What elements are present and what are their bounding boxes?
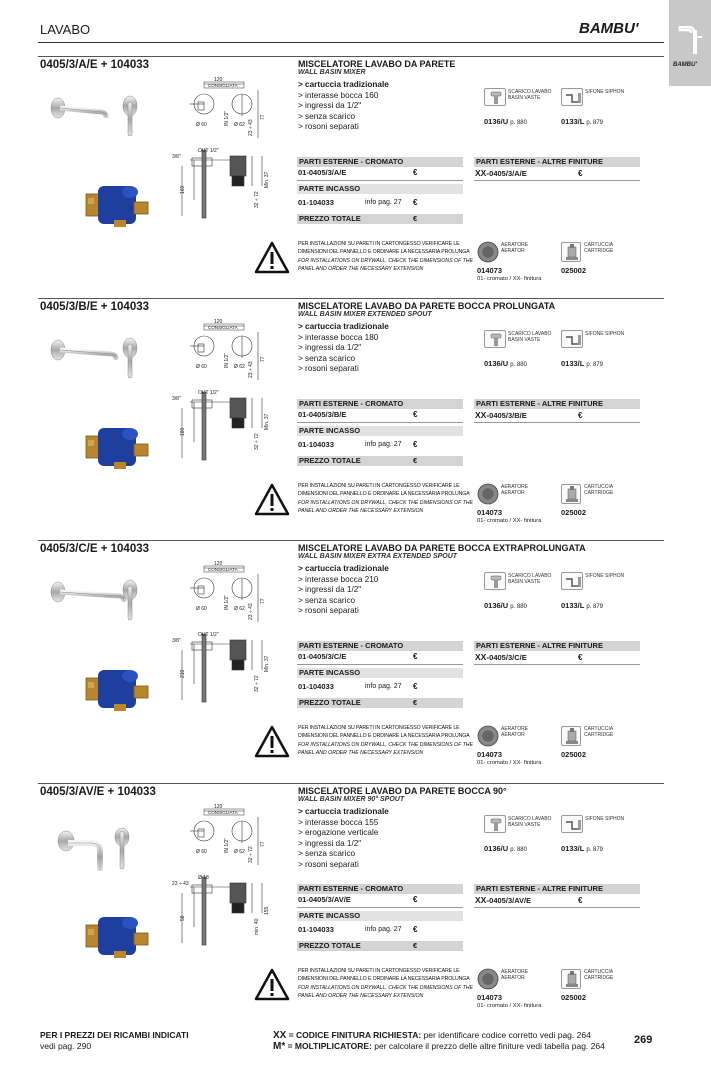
feature-item: > interasse bocca 160 (298, 90, 379, 100)
drain-page: p. 880 (510, 604, 527, 610)
feature-item: > cartuccia tradizionale (298, 807, 389, 816)
footer-legend (273, 1030, 605, 1052)
product-code: 0405/3/C/E + 104033 (40, 543, 150, 555)
faucet-photo (44, 328, 144, 388)
dim-r4: 155 (264, 906, 270, 915)
feature-item: > senza scarico (298, 595, 356, 605)
drain-label: SCARICO LAVABO BASIN VASTE (508, 331, 552, 343)
dim-height: 160 (180, 185, 186, 194)
dim-in: IN 1/2" (224, 594, 230, 610)
dim-r3: min. 40 (254, 918, 260, 935)
faucet-photo (44, 823, 144, 883)
feature-item: > cartuccia tradizionale (298, 564, 389, 573)
footer-xx-line (273, 1030, 605, 1041)
other-code-value: 0405/3/C/E (489, 653, 527, 662)
dim-d1: Ø 60 (196, 364, 207, 370)
total-price-bar (297, 698, 463, 708)
feature-item: > interasse bocca 180 (298, 332, 379, 342)
concealed-valve-photo (84, 913, 156, 959)
aerator-code: 014073 (477, 266, 503, 275)
inset-header: PARTE INCASSO (297, 911, 463, 921)
dim-top: 120 (214, 561, 223, 567)
row-divider (297, 907, 463, 908)
feature-item: > interasse bocca 210 (298, 574, 379, 584)
inset-info: info pag. 27 (365, 683, 402, 690)
dim-r2: 77 (260, 356, 266, 362)
inset-price: € (413, 198, 418, 207)
dim-r2: 77 (260, 598, 266, 604)
cartridge-label: CARTUCCIA CARTRIDGE (584, 726, 614, 738)
total-price: € (413, 214, 418, 223)
feature-list (298, 807, 389, 871)
dim-r3: 32 ÷ 72 (254, 191, 260, 208)
other-finishes-header: PARTI ESTERNE - ALTRE FINITURE (474, 399, 640, 409)
dim-in: IN 1/2" (224, 837, 230, 853)
footer-m-text: = MOLTIPLICATORE: (285, 1041, 372, 1051)
siphon-icon (561, 330, 583, 348)
feature-item: > rosoni separati (298, 606, 359, 616)
dim-pipe: 3/8" (172, 154, 181, 160)
cartridge-code: 025002 (561, 266, 587, 275)
drain-code-value: 0136/U (484, 359, 509, 368)
dim-top: 120 (214, 804, 223, 810)
dim-r1: 23 ÷ 43 (248, 603, 254, 620)
row-divider (474, 422, 640, 423)
aerator-icon (477, 968, 499, 990)
dim-d1: Ø 60 (196, 606, 207, 612)
drain-page: p. 880 (510, 847, 527, 853)
warning-it: PER INSTALLAZIONI SU PARETI IN CARTONGESSO VERIFICARE LE DIMENSIONI DEL PANNELLO E ORDINARE LA NECESSARIA PROLUNGA (298, 241, 470, 256)
feature-item: > ingressi da 1/2" (298, 585, 362, 595)
dim-top-label: CONSIGLIATA (208, 567, 238, 572)
feature-item: > rosoni separati (298, 122, 359, 132)
dim-r1: 23 ÷ 43 (248, 361, 254, 378)
aerator-label: AERATORE AERATOR (501, 969, 529, 981)
feature-list (298, 322, 389, 375)
dim-height: 210 (180, 669, 186, 678)
warning-icon (254, 241, 290, 275)
product-title: MISCELATORE LAVABO DA PARETE BOCCA EXTRAPROLUNGATA (298, 543, 586, 553)
siphon-code (561, 117, 603, 126)
other-finishes-price: € (578, 411, 583, 420)
warning-icon (254, 968, 290, 1002)
dim-out: Ø 18 (198, 875, 209, 881)
chrome-header: PARTI ESTERNE - CROMATO (297, 641, 463, 651)
drain-label: SCARICO LAVABO BASIN VASTE (508, 816, 552, 828)
row-divider (297, 180, 463, 181)
footer-m-key: M* (273, 1041, 286, 1052)
siphon-icon (561, 815, 583, 833)
inset-code (298, 440, 402, 450)
faucet-photo (44, 86, 144, 146)
cartridge-label: CARTUCCIA CARTRIDGE (584, 484, 614, 496)
product-section (0, 540, 711, 782)
dim-out: OUT 1/2" (198, 632, 219, 638)
dim-in: IN 1/2" (224, 352, 230, 368)
cartridge-icon (561, 969, 581, 989)
chrome-header: PARTI ESTERNE - CROMATO (297, 884, 463, 894)
warning-en: FOR INSTALLATIONS ON DRYWALL, CHECK THE DIMENSIONS OF THE PANEL AND ORDER THE NECESSARY EXTENSION (298, 741, 473, 757)
concealed-valve-photo (84, 182, 156, 228)
inset-code-value: 01-104033 (298, 925, 334, 934)
dim-pipe: 3/8" (172, 638, 181, 644)
drain-code (484, 844, 527, 853)
aerator-code: 014073 (477, 750, 503, 759)
siphon-page: p. 879 (586, 362, 603, 368)
other-finishes-code (475, 895, 531, 906)
dim-r4: Min. 37 (264, 171, 270, 188)
other-code-value: 0405/3/B/E (489, 411, 527, 420)
product-subtitle: WALL BASIN MIXER 90° SPOUT (298, 796, 405, 803)
siphon-code (561, 601, 603, 610)
dim-r1: 32 ÷ 72 (248, 846, 254, 863)
header-divider (38, 42, 664, 43)
total-price: € (413, 698, 418, 707)
total-price: € (413, 941, 418, 950)
other-code-prefix: XX- (475, 168, 490, 178)
aerator-note: 01- cromato / XX- finitura (477, 276, 542, 282)
total-label: PREZZO TOTALE (299, 698, 361, 707)
warning-icon (254, 725, 290, 759)
dim-pipe: 3/8" (172, 396, 181, 402)
dim-out: OUT 1/2" (198, 148, 219, 154)
siphon-code-value: 0133/L (561, 117, 585, 126)
dim-out: OUT 1/2" (198, 390, 219, 396)
dim-in: IN 1/2" (224, 110, 230, 126)
siphon-code-value: 0133/L (561, 601, 585, 610)
other-code-prefix: XX- (475, 895, 490, 905)
dim-d2: Ø 62 (234, 122, 245, 128)
section-divider (38, 56, 664, 57)
side-tab-label: BAMBU' (673, 62, 697, 68)
drain-page: p. 880 (510, 362, 527, 368)
aerator-label: AERATORE AERATOR (501, 484, 529, 496)
inset-info: info pag. 27 (365, 926, 402, 933)
dim-d1: Ø 60 (196, 849, 207, 855)
drain-code (484, 359, 527, 368)
siphon-code-value: 0133/L (561, 844, 585, 853)
product-section (0, 56, 711, 298)
dim-height: 58 (180, 915, 186, 921)
product-code: 0405/3/AV/E + 104033 (40, 786, 156, 798)
chrome-price: € (413, 410, 418, 419)
other-finishes-code (475, 652, 527, 663)
feature-item: > rosoni separati (298, 364, 359, 374)
feature-item: > cartuccia tradizionale (298, 322, 389, 331)
feature-item: > ingressi da 1/2" (298, 838, 362, 848)
aerator-icon (477, 725, 499, 747)
siphon-page: p. 879 (586, 120, 603, 126)
cartridge-icon (561, 242, 581, 262)
other-finishes-header: PARTI ESTERNE - ALTRE FINITURE (474, 884, 640, 894)
drain-icon (484, 815, 506, 833)
product-subtitle: WALL BASIN MIXER EXTENDED SPOUT (298, 311, 432, 318)
footer-xx-desc: per identificare codice corretto vedi pag. 264 (421, 1030, 591, 1040)
row-divider (474, 180, 640, 181)
other-finishes-code (475, 168, 527, 179)
inset-code-value: 01-104033 (298, 682, 334, 691)
chrome-header: PARTI ESTERNE - CROMATO (297, 399, 463, 409)
other-code-prefix: XX- (475, 410, 490, 420)
other-finishes-header: PARTI ESTERNE - ALTRE FINITURE (474, 641, 640, 651)
product-subtitle: WALL BASIN MIXER EXTRA EXTENDED SPOUT (298, 553, 458, 560)
aerator-note: 01- cromato / XX- finitura (477, 518, 542, 524)
dim-top: 120 (214, 77, 223, 83)
other-finishes-price: € (578, 169, 583, 178)
warning-it: PER INSTALLAZIONI SU PARETI IN CARTONGESSO VERIFICARE LE DIMENSIONI DEL PANNELLO E ORDINARE LA NECESSARIA PROLUNGA (298, 968, 470, 983)
cartridge-code: 025002 (561, 750, 587, 759)
chrome-price: € (413, 895, 418, 904)
page-number: 269 (634, 1034, 653, 1046)
drain-code (484, 601, 527, 610)
drain-icon (484, 88, 506, 106)
siphon-icon (561, 572, 583, 590)
dim-r2: 77 (260, 841, 266, 847)
chrome-price: € (413, 652, 418, 661)
category-title: LAVABO (40, 22, 91, 37)
siphon-label: SIFONE SIPHON (585, 573, 625, 579)
feature-item: > ingressi da 1/2" (298, 343, 362, 353)
cartridge-label: CARTUCCIA CARTRIDGE (584, 242, 614, 254)
chrome-code: 01-0405/3/AV/E (298, 895, 351, 904)
drain-page: p. 880 (510, 120, 527, 126)
cartridge-code: 025002 (561, 993, 587, 1002)
product-subtitle: WALL BASIN MIXER (298, 69, 366, 76)
product-section (0, 298, 711, 540)
total-label: PREZZO TOTALE (299, 941, 361, 950)
dim-r3: 32 ÷ 72 (254, 675, 260, 692)
dim-r1: 23 ÷ 43 (248, 119, 254, 136)
row-divider (474, 664, 640, 665)
drain-code-value: 0136/U (484, 844, 509, 853)
other-code-value: 0405/3/AV/E (489, 896, 532, 905)
chrome-code: 01-0405/3/B/E (298, 410, 347, 419)
siphon-page: p. 879 (586, 847, 603, 853)
feature-item: > erogazione verticale (298, 828, 379, 838)
drywall-warning (298, 724, 478, 758)
drain-code (484, 117, 527, 126)
section-divider (38, 298, 664, 299)
drain-icon (484, 330, 506, 348)
total-price: € (413, 456, 418, 465)
inset-header: PARTE INCASSO (297, 668, 463, 678)
siphon-label: SIFONE SIPHON (585, 331, 625, 337)
chrome-code: 01-0405/3/A/E (298, 168, 347, 177)
other-finishes-code (475, 410, 527, 421)
dim-d2: Ø 62 (234, 364, 245, 370)
siphon-label: SIFONE SIPHON (585, 816, 625, 822)
product-section (0, 783, 711, 1025)
feature-item: > ingressi da 1/2" (298, 101, 362, 111)
chrome-header: PARTI ESTERNE - CROMATO (297, 157, 463, 167)
cartridge-code: 025002 (561, 508, 587, 517)
drain-label: SCARICO LAVABO BASIN VASTE (508, 573, 552, 585)
inset-price: € (413, 925, 418, 934)
dim-top-label: CONSIGLIATA (208, 810, 238, 815)
chrome-code: 01-0405/3/C/E (298, 652, 347, 661)
warning-it: PER INSTALLAZIONI SU PARETI IN CARTONGESSO VERIFICARE LE DIMENSIONI DEL PANNELLO E ORDINARE LA NECESSARIA PROLUNGA (298, 725, 470, 740)
drywall-warning (298, 482, 478, 516)
footer-xx-key: XX (273, 1030, 287, 1041)
aerator-note: 01- cromato / XX- finitura (477, 1003, 542, 1009)
inset-price: € (413, 440, 418, 449)
warning-en: FOR INSTALLATIONS ON DRYWALL, CHECK THE DIMENSIONS OF THE PANEL AND ORDER THE NECESSARY EXTENSION (298, 984, 473, 1000)
drain-label: SCARICO LAVABO BASIN VASTE (508, 89, 552, 101)
chrome-price: € (413, 168, 418, 177)
inset-code (298, 682, 402, 692)
technical-drawing (168, 803, 278, 963)
dim-d2: Ø 62 (234, 849, 245, 855)
warning-en: FOR INSTALLATIONS ON DRYWALL, CHECK THE DIMENSIONS OF THE PANEL AND ORDER THE NECESSARY EXTENSION (298, 499, 473, 515)
other-finishes-price: € (578, 896, 583, 905)
siphon-code (561, 359, 603, 368)
warning-icon (254, 483, 290, 517)
other-finishes-header: PARTI ESTERNE - ALTRE FINITURE (474, 157, 640, 167)
warning-en: FOR INSTALLATIONS ON DRYWALL, CHECK THE DIMENSIONS OF THE PANEL AND ORDER THE NECESSARY EXTENSION (298, 257, 473, 273)
aerator-label: AERATORE AERATOR (501, 726, 529, 738)
product-title: MISCELATORE LAVABO DA PARETE BOCCA 90° (298, 786, 507, 796)
inset-header: PARTE INCASSO (297, 184, 463, 194)
inset-code (298, 925, 402, 935)
concealed-valve-photo (84, 424, 156, 470)
aerator-label: AERATORE AERATOR (501, 242, 529, 254)
feature-item: > interasse bocca 155 (298, 817, 379, 827)
total-label: PREZZO TOTALE (299, 214, 361, 223)
dim-top-label: CONSIGLIATA (208, 83, 238, 88)
aerator-code: 014073 (477, 508, 503, 517)
footer-left-sub: vedi pag. 290 (40, 1041, 92, 1051)
aerator-code: 014073 (477, 993, 503, 1002)
siphon-icon (561, 88, 583, 106)
drain-icon (484, 572, 506, 590)
warning-it: PER INSTALLAZIONI SU PARETI IN CARTONGESSO VERIFICARE LE DIMENSIONI DEL PANNELLO E ORDINARE LA NECESSARIA PROLUNGA (298, 483, 470, 498)
dim-d1: Ø 60 (196, 122, 207, 128)
feature-list (298, 564, 389, 617)
other-finishes-price: € (578, 653, 583, 662)
siphon-label: SIFONE SIPHON (585, 89, 625, 95)
feature-item: > senza scarico (298, 849, 356, 859)
aerator-icon (477, 483, 499, 505)
dim-d2: Ø 62 (234, 606, 245, 612)
technical-drawing (168, 318, 278, 478)
siphon-page: p. 879 (586, 604, 603, 610)
total-price-bar (297, 941, 463, 951)
cartridge-icon (561, 484, 581, 504)
product-title: MISCELATORE LAVABO DA PARETE (298, 59, 456, 69)
concealed-valve-photo (84, 666, 156, 712)
inset-code-value: 01-104033 (298, 440, 334, 449)
total-price-bar (297, 214, 463, 224)
drywall-warning (298, 967, 478, 1001)
technical-drawing (168, 76, 278, 236)
feature-item: > senza scarico (298, 353, 356, 363)
inset-info: info pag. 27 (365, 441, 402, 448)
row-divider (474, 907, 640, 908)
siphon-code-value: 0133/L (561, 359, 585, 368)
drain-code-value: 0136/U (484, 601, 509, 610)
other-code-value: 0405/3/A/E (489, 169, 527, 178)
row-divider (297, 664, 463, 665)
product-code: 0405/3/A/E + 104033 (40, 59, 150, 71)
faucet-icon (677, 26, 703, 56)
product-title: MISCELATORE LAVABO DA PARETE BOCCA PROLUNGATA (298, 301, 556, 311)
dim-top: 120 (214, 319, 223, 325)
row-divider (297, 422, 463, 423)
footer-spare-parts (40, 1030, 189, 1052)
dim-pipe: 23 ÷ 43 (172, 881, 189, 887)
inset-info: info pag. 27 (365, 199, 402, 206)
drain-code-value: 0136/U (484, 117, 509, 126)
other-code-prefix: XX- (475, 652, 490, 662)
product-code: 0405/3/B/E + 104033 (40, 301, 150, 313)
total-price-bar (297, 456, 463, 466)
feature-item: > senza scarico (298, 111, 356, 121)
section-divider (38, 783, 664, 784)
total-label: PREZZO TOTALE (299, 456, 361, 465)
dim-r4: Min. 37 (264, 655, 270, 672)
inset-code-value: 01-104033 (298, 198, 334, 207)
dim-r2: 77 (260, 114, 266, 120)
faucet-photo (44, 570, 144, 630)
inset-code (298, 198, 402, 208)
footer-xx-text: = CODICE FINITURA RICHIESTA: (286, 1030, 422, 1040)
feature-item: > rosoni separati (298, 859, 359, 869)
inset-header: PARTE INCASSO (297, 426, 463, 436)
footer-left-title: PER I PREZZI DEI RICAMBI INDICATI (40, 1030, 189, 1040)
brand-title: BAMBU' (579, 20, 639, 37)
section-divider (38, 540, 664, 541)
aerator-note: 01- cromato / XX- finitura (477, 760, 542, 766)
cartridge-icon (561, 726, 581, 746)
inset-price: € (413, 682, 418, 691)
dim-r3: 32 ÷ 72 (254, 433, 260, 450)
aerator-icon (477, 241, 499, 263)
cartridge-label: CARTUCCIA CARTRIDGE (584, 969, 614, 981)
footer-m-desc: per calcolare il prezzo delle altre finiture vedi tabella pag. 264 (371, 1041, 605, 1051)
siphon-code (561, 844, 603, 853)
feature-item: > cartuccia tradizionale (298, 80, 389, 89)
technical-drawing (168, 560, 278, 720)
dim-top-label: CONSIGLIATA (208, 325, 238, 330)
feature-list (298, 80, 389, 133)
dim-height: 180 (180, 427, 186, 436)
drywall-warning (298, 240, 478, 274)
dim-r4: Min. 37 (264, 413, 270, 430)
footer-m-line (273, 1041, 605, 1052)
